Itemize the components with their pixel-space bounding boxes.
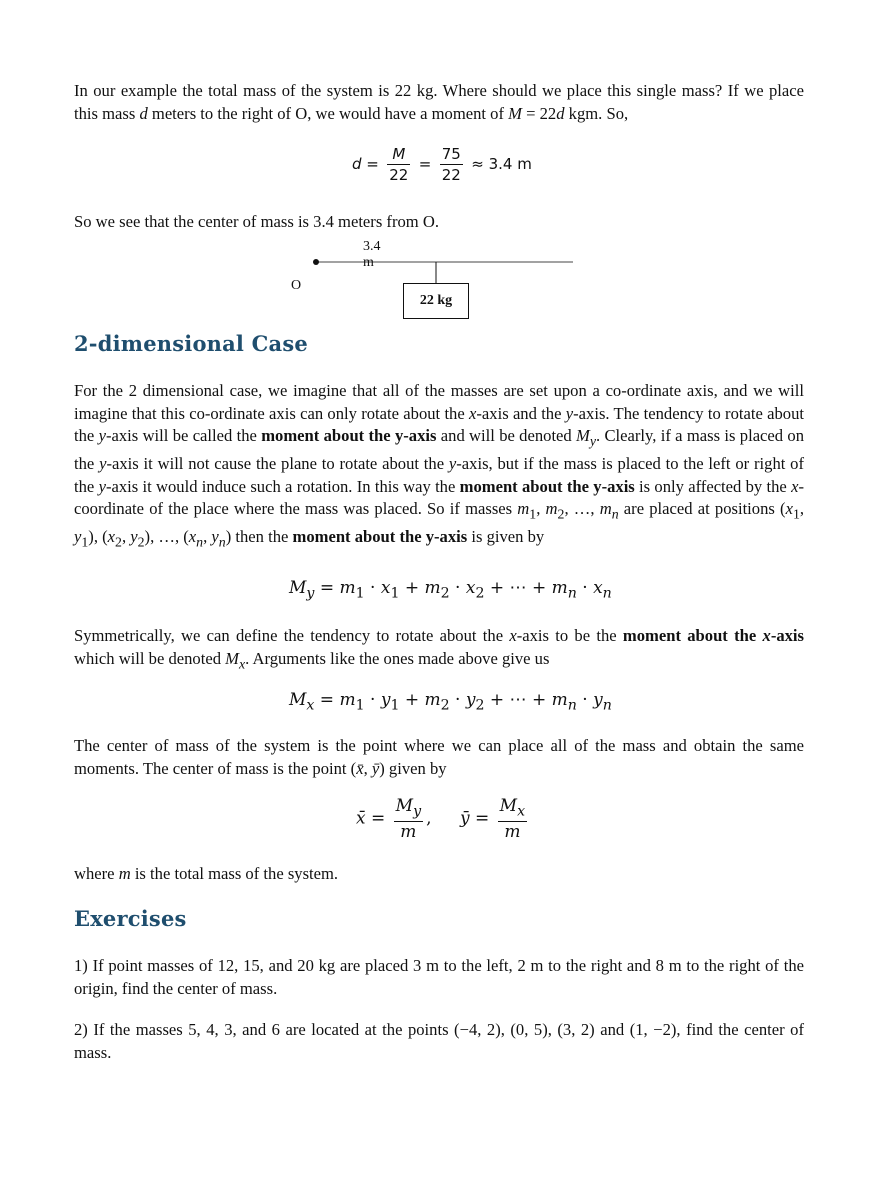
center-sentence: So we see that the center of mass is 3.4 meters from O. <box>74 212 439 231</box>
paragraph-total-mass: where m is the total mass of the system. <box>74 864 339 883</box>
origin-point <box>313 259 319 265</box>
equation-xbar: x̄ = $\frac{M_y}{m}$ , <box>356 796 432 843</box>
origin-label: O <box>291 278 302 293</box>
paragraph-2d-intro: For the 2 dimensional case, we imagine that all of the masses are set upon a co-ordinate axis, and we will imagine that this co-ordinate axis can only rotate about the x-axis and the y-axis. The tendency to rotate about the y-axis will be called the moment about the y-axis and will be denoted $M_y$. Clearly, if a mass is placed on the y-axis it will not cause the plane to rotate about the y-axis, but if the mass is placed to the left or right of the y-axis it would induce such a rotation. In this way the moment about the y-axis is only affected by the x-coordinate of the place where the mass was placed. So if masses $m_1$, $m_2$, …, $m_n$ are placed at positions ($x_1$, $y_1$), ($x_2$, $y_2$), …, ($x_n$, $y_n$) then the moment about the y-axis is given by <box>74 381 805 550</box>
paragraph-center-of-mass: The center of mass of the system is the point where we can place all of the mass and obtain the same moments. The center of mass is the point (x̄, ȳ) given by <box>74 736 804 778</box>
exercise-2: 2) If the masses 5, 4, 3, and 6 are located at the points (−4, 2), (0, 5), (3, 2) and (1, −2), find the center of mass. <box>74 1020 804 1062</box>
section-heading-exercises: Exercises <box>74 906 187 931</box>
paragraph-symmetric: Symmetrically, we can define the tendency to rotate about the x-axis to be the moment about the x-axis which will be denoted $M_x$. Arguments like the ones made above give us <box>74 626 804 671</box>
intro-paragraph: In our example the total mass of the system is 22 kg. Where should we place this single mass? If we place this mass d meters to the right of O, we would have a moment of M = 22d kgm. So, <box>74 81 804 123</box>
equation-my: $M_y = m_1 \cdot x_1 + m_2 \cdot x_2$ + ⋯ + $m_n \cdot x_n$ <box>289 578 612 602</box>
equation-ybar: ȳ = $\frac{M_x}{m}$ <box>460 796 526 843</box>
equation-d: d = $\frac{M}{22}$ = $\frac{75}{22}$ ≈ 3.4 m <box>352 145 532 184</box>
distance-label: 3.4 m <box>363 239 381 270</box>
lever-diagram-svg <box>0 0 870 330</box>
exercise-1: 1) If point masses of 12, 15, and 20 kg are placed 3 m to the left, 2 m to the right and 8 m to the right of the origin, find the center of mass. <box>74 956 804 998</box>
section-heading-2d: 2-dimensional Case <box>74 331 308 356</box>
mass-box <box>403 283 469 319</box>
mass-label: 22 kg <box>419 293 453 308</box>
equation-mx: $M_x = m_1 \cdot y_1 + m_2 \cdot y_2$ + ⋯ + $m_n \cdot y_n$ <box>289 690 612 714</box>
